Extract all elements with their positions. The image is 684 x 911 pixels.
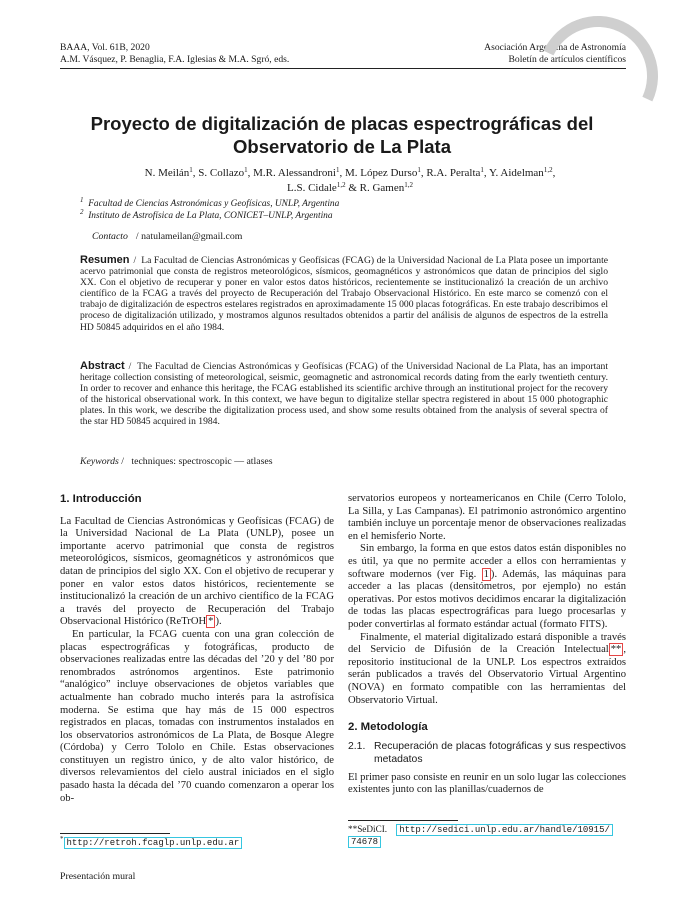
footnote-rule-left	[60, 833, 170, 834]
affiliation-1: $^1$ Facultad de Ciencias Astronómicas y Geofísicas, UNLP, Argentina	[80, 196, 340, 209]
sedici-link[interactable]: http://sedici.unlp.edu.ar/handle/10915/	[396, 824, 613, 836]
keywords-text: techniques: spectroscopic — atlases	[131, 456, 273, 467]
subsection-2-1-heading	[348, 740, 626, 766]
footnote-left: * http://retroh.fcaglp.unlp.edu.ar	[60, 837, 242, 849]
figure-ref-1[interactable]: 1	[483, 568, 489, 580]
contact-label: Contacto	[92, 231, 128, 242]
subsection-title: Recuperación de placas fotográficas y sus respectivos metadatos	[374, 740, 626, 765]
abstract-block	[80, 361, 608, 428]
journal-volume: BAAA, Vol. 61B, 2020	[60, 42, 150, 53]
volume-editors: A.M. Vásquez, P. Benaglia, F.A. Iglesias & M.A. Sgró, eds.	[60, 54, 290, 65]
abstract-text: The Facultad de Ciencias Astronómicas y Geofísicas (FCAG) of the Universidad Nacional de La Plata, has an important heritage collection consisting of meteorological, seismic, geomagnetic and astronomical records dating from the early twentieth century. In order to recover and enhance this heritage, the FCAG established its scientific archive through an institutional project for the recovery of the historical observational work. In this context, we have begun to digitalize stellar spectra registered in about 15 000 photographic plates. In this work, we describe the digitalization process used, and show some results obtained from the analysis of several spectra of the star HD 50845 acquired in 1984.	[80, 361, 608, 428]
resumen-block	[80, 255, 608, 333]
contact-line	[92, 231, 242, 242]
association-name: Asociación Argentina de Astronomía	[484, 42, 626, 53]
footnote-right	[348, 824, 628, 848]
author-line-1: N. Meilán$^1$, S. Collazo$^1$, M.R. Alessandroni$^1$, M. López Durso$^1$, R.A. Peralta$^1$, Y. Aidelman$^{1,2}$,	[144, 166, 556, 179]
contact-email[interactable]: natulameilan@gmail.com	[141, 231, 243, 242]
abstract-sep: /	[128, 361, 132, 372]
author-line-2: L.S. Cidale$^{1,2}$ & R. Gamen$^{1,2}$	[287, 181, 413, 194]
left-column	[60, 493, 334, 805]
subsection-number: 2.1.	[348, 740, 366, 752]
paper-title	[40, 112, 644, 158]
resumen-sep: /	[133, 255, 137, 266]
author-list	[70, 166, 630, 196]
sedici-link-cont[interactable]: 74678	[348, 836, 381, 848]
intro-paragraph-3: Sin embargo, la forma en que estos datos están disponibles no es útil, ya que no permite acceder a ellos con herramientas y software modernos (ver Fig. 1 ). Además, las máquinas para acceder a las placas (densitómetros, por ejemplo) no están operativas. Por estos motivos decidimos encarar la digitalización de todas las placas espectrográficas para luego procesarlas y poder convertirlas al formato estándar actual (formato FITS).	[348, 543, 626, 630]
sedici-label: **SeDiCI.	[348, 824, 388, 834]
intro-paragraph-2: En particular, la FCAG cuenta con una gran colección de placas espectrográficas y fotográficas, producto de observaciones realizadas entre las décadas del ’20 y del ’80 por renombrados astrónomos argentinos. Este patrimonio “analógico” incluye observaciones de objetos variables que actualmente han cobrado mucho interés para la astrofísica moderna. Se estima que hay más de 15 000 espectros registrados en placas, tomadas con instrumentos instalados en los observatorios astronómicos de La Plata, de Bosque Alegre (Córdoba) y Cerro Tololo en Chile. Estas observaciones constituyen un registro único, y de alto valor histórico, de diversos relevamientos del cielo austral iniciados en el siglo pasado hasta la década del ’70 cuando comenzaron a operar los ob-	[60, 628, 334, 804]
page-footer: Presentación mural	[60, 871, 136, 882]
intro-paragraph-1: La Facultad de Ciencias Astronómicas y Geofísicas (FCAG) de la Universidad Nacional de La Plata (UNLP), posee un importante acervo patrimonial que consta de registros meteorológicos, sísmicos, geomagnéticos y astronómicos que datan de principios del siglo XX. Con el objetivo de recuperar y poner en valor estos datos históricos, recientemente se institucionalizó la creación de un archivo científico de la FCAG a través del proyecto de Recuperación del Trabajo Observacional Histórico (ReTrOH * ).	[60, 515, 334, 628]
intro-paragraph-2-cont: servatorios europeos y norteamericanos en Chile (Cerro Tololo, La Silla, y Las Campanas). El patrimonio astronómico argentino también incluye un porcentaje menor de observaciones realizadas en el hemisferio Norte.	[348, 493, 626, 542]
title-line-2: Observatorio de La Plata	[233, 136, 451, 157]
bulletin-name: Boletín de artículos científicos	[508, 54, 626, 65]
section-2-heading: 2. Metodología	[348, 721, 428, 734]
title-line-1: Proyecto de digitalización de placas espectrográficas del	[90, 113, 594, 134]
method-paragraph-1: El primer paso consiste en reunir en un solo lugar las colecciones existentes junto con las planillas/cuadernos de	[348, 771, 626, 796]
contact-sep: /	[135, 231, 139, 242]
footnote-rule-right	[348, 820, 458, 821]
resumen-text: La Facultad de Ciencias Astronómicas y Geofísicas (FCAG) de la Universidad Nacional de La Plata posee un importante acervo patrimonial que consta de registros meteorológicos, sísmicos, geomagnéticos y astronómicos que datan de principios del siglo XX. Con el objetivo de recuperar y poner en valor estos datos históricos, recientemente se institucionalizó la creación de un archivo científico de la FCAG a través del proyecto de Recuperación del Trabajo Observacional Histórico. En este marco se comenzó con el trabajo de digitalización de espectros estelares registrados en aproximadamente 15 000 placas fotográficas. En este trabajo describimos el proceso de digitalización utilizado, y mostramos algunos resultados obtenidos a partir del análisis de algunos de espectros de la estrella HD 50845 adquiridos en el año 1984.	[80, 255, 609, 333]
keywords-label: Keywords	[80, 456, 119, 467]
right-column	[348, 493, 626, 797]
keywords-sep: /	[121, 456, 125, 467]
retroh-link[interactable]: http://retroh.fcaglp.unlp.edu.ar	[64, 837, 243, 849]
resumen-heading: Resumen	[80, 254, 130, 266]
keywords-line	[80, 456, 273, 467]
section-1-heading: 1. Introducción	[60, 493, 142, 505]
abstract-heading: Abstract	[80, 360, 125, 372]
journal-header-left	[60, 42, 289, 66]
footnote-ref-sedici[interactable]: **	[610, 644, 622, 656]
footnote-ref-retroh[interactable]: *	[208, 616, 214, 628]
intro-paragraph-4: Finalmente, el material digitalizado estará disponible a través del Servicio de Difusión de la Creación Intelectual ** , repositorio institucional de la UNLP. Los espectros extraídos serán publicados a través del Observatorio Virtual Argentino (NOVA) en formato compatible con las herramientas del Observatorio Virtual.	[348, 631, 626, 706]
affiliation-2: $^2$ Instituto de Astrofísica de La Plata, CONICET–UNLP, Argentina	[80, 208, 333, 221]
